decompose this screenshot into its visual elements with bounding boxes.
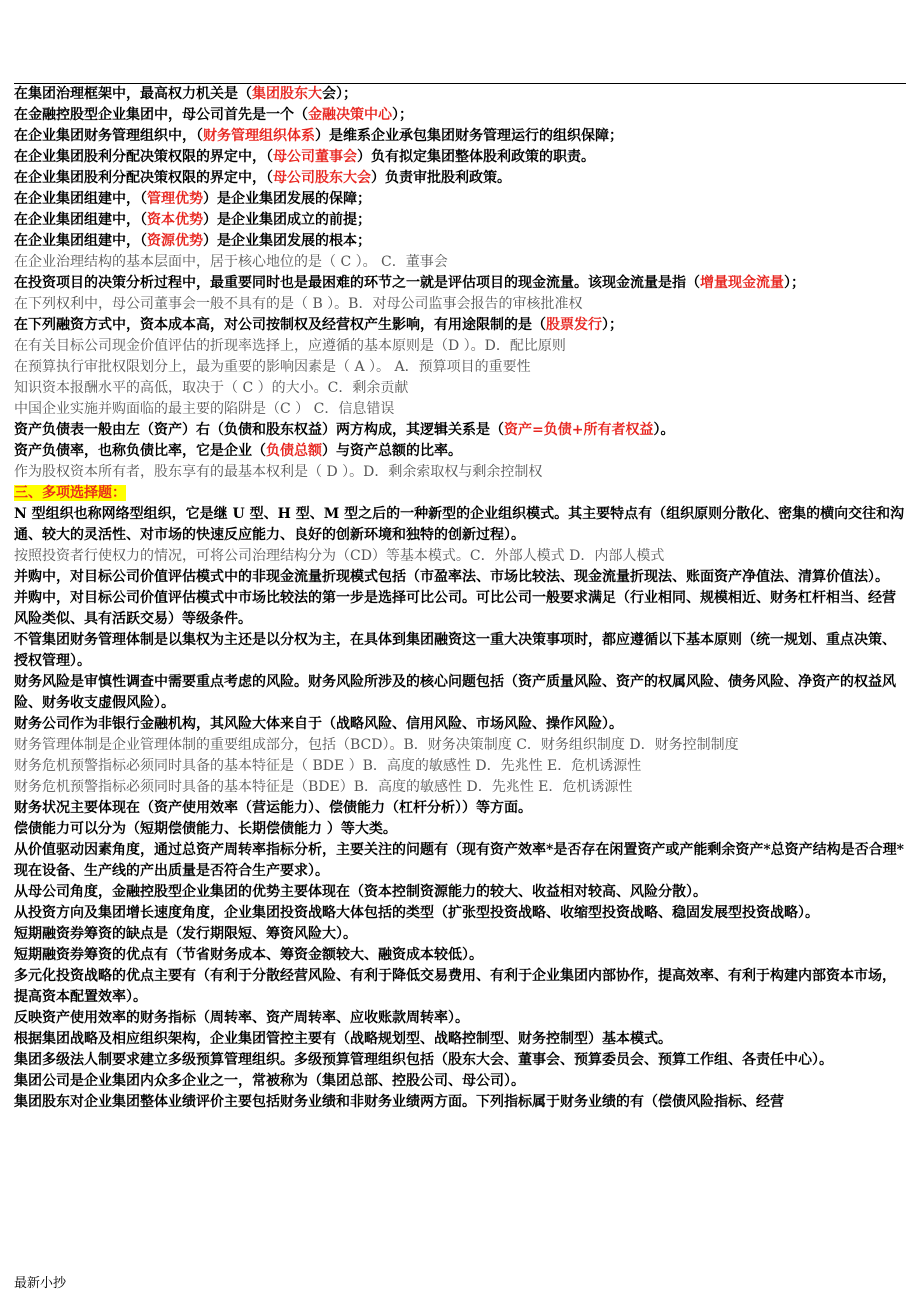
answer-highlight: 母公司股东大会 [273, 170, 371, 186]
text-segment: 并购中，对目标公司价值评估模式中市场比较法的第一步是选择可比公司。可比公司一般要求满足（行业相同、规模相近、财务杠杆相当、经营风险类似、具有活跃交易）等级条件。 [14, 590, 896, 627]
text-line [14, 1071, 906, 1092]
text-segment: ）； [602, 317, 623, 333]
text-segment: ）是企业集团发展的根本； [203, 233, 371, 249]
document-body [14, 84, 906, 1113]
answer-highlight: 金融决策中心 [308, 107, 392, 123]
text-line [14, 1008, 906, 1029]
text-segment: 财务危机预警指标必须同时具备的基本特征是（ BDE ）B．高度的敏感性 D．先兆性 E．危机诱源性 [14, 758, 642, 774]
text-line [14, 672, 906, 714]
text-line [14, 441, 906, 462]
text-segment: 根据集团战略及相应组织架构，企业集团管控主要有（战略规划型、战略控制型、财务控制型）基本模式。 [14, 1031, 672, 1047]
answer-highlight: 负债总额 [266, 443, 322, 459]
text-segment: 集团公司是企业集团内众多企业之一，常被称为（集团总部、控股公司、母公司）。 [14, 1073, 525, 1089]
text-segment: 知识资本报酬水平的高低，取决于（ C ）的大小。C．剩余贡献 [14, 380, 409, 396]
answer-highlight: 母公司董事会 [273, 149, 357, 165]
answer-highlight: 资产=负债+所有者权益 [504, 422, 654, 438]
section-heading: 三、多项选择题： [14, 485, 126, 501]
text-segment: 会）； [322, 86, 357, 102]
text-line [14, 924, 906, 945]
text-line [14, 1050, 906, 1071]
text-segment: 集团股东对企业集团整体业绩评价主要包括财务业绩和非财务业绩两方面。下列指标属于财务业绩的有（偿债风险指标、经营 [14, 1094, 784, 1110]
text-segment: 在企业集团组建中，（ [14, 191, 147, 207]
text-line [14, 567, 906, 588]
text-line [14, 588, 906, 630]
text-segment: 财务风险是审慎性调查中需要重点考虑的风险。财务风险所涉及的核心问题包括（资产质量风险、资产的权属风险、债务风险、净资产的权益风险、财务收支虚假风险）。 [14, 674, 896, 711]
text-segment: 在投资项目的决策分析过程中，最重要同时也是最困难的环节之一就是评估项目的现金流量。该现金流量是指（ [14, 275, 700, 291]
answer-highlight: 资本优势 [147, 212, 203, 228]
text-line [14, 756, 906, 777]
text-line [14, 714, 906, 735]
text-line [14, 777, 906, 798]
text-segment: ）； [392, 107, 413, 123]
text-line [14, 357, 906, 378]
text-segment: ）； [784, 275, 805, 291]
text-line [14, 462, 906, 483]
text-segment: 作为股权资本所有者，股东享有的最基本权利是（ D ）。D．剩余索取权与剩余控制权 [14, 464, 543, 480]
text-segment: 中国企业实施并购面临的最主要的陷阱是（C ） C．信息错误 [14, 401, 395, 417]
text-line [14, 882, 906, 903]
text-segment: 从投资方向及集团增长速度角度，企业集团投资战略大体包括的类型（扩张型投资战略、收缩型投资战略、稳固发展型投资战略）。 [14, 905, 819, 921]
answer-highlight: 管理优势 [147, 191, 203, 207]
answer-highlight: 增量现金流量 [700, 275, 784, 291]
text-segment: 在下列融资方式中，资本成本高，对公司按制权及经营权产生影响，有用途限制的是（ [14, 317, 546, 333]
text-segment: 在预算执行审批权限划分上，最为重要的影响因素是（ A ）。 A．预算项目的重要性 [14, 359, 531, 375]
text-segment: 财务管理体制是企业管理体制的重要组成部分，包括（BCD）。B．财务决策制度 C．财务组织制度 D．财务控制制度 [14, 737, 739, 753]
text-line [14, 399, 906, 420]
text-segment: 集团多级法人制要求建立多级预算管理组织。多级预算管理组织包括（股东大会、董事会、预算委员会、预算工作组、各责任中心）。 [14, 1052, 833, 1068]
text-segment: ）与资产总额的比率。 [322, 443, 462, 459]
text-segment: ）是企业集团成立的前提； [203, 212, 371, 228]
text-line [14, 210, 906, 231]
text-line [14, 252, 906, 273]
text-line [14, 315, 906, 336]
text-line [14, 798, 906, 819]
text-line [14, 189, 906, 210]
text-segment: ）是维系企业承包集团财务管理运行的组织保障； [315, 128, 623, 144]
text-line [14, 126, 906, 147]
answer-highlight: 股票发行 [546, 317, 602, 333]
text-segment: N 型组织也称网络型组织，它是继 U 型、H 型、M 型之后的一种新型的企业组织模式。其主要特点有（组织原则分散化、密集的横向交往和沟通、较大的灵活性、对市场的快速反应能力、良好的创新环境和独特的创新过程）。 [14, 506, 905, 543]
text-segment: 短期融资券筹资的缺点是（发行期限短、筹资风险大）。 [14, 926, 357, 942]
answer-highlight: 集团股东大 [252, 86, 322, 102]
text-line [14, 147, 906, 168]
text-segment: 偿债能力可以分为（短期偿债能力、长期偿债能力 ）等大类。 [14, 821, 397, 837]
text-segment: 在企业集团组建中，（ [14, 233, 147, 249]
text-segment: 在有关目标公司现金价值评估的折现率选择上，应遵循的基本原则是（D ）。D．配比原则 [14, 338, 566, 354]
text-line [14, 420, 906, 441]
text-line [14, 735, 906, 756]
text-segment: 从母公司角度，金融控股型企业集团的优势主要体现在（资本控制资源能力的较大、收益相对较高、风险分散）。 [14, 884, 707, 900]
text-segment: 在集团治理框架中，最高权力机关是（ [14, 86, 252, 102]
text-segment: ）负有拟定集团整体股利政策的职责。 [357, 149, 595, 165]
text-segment: 在企业集团股利分配决策权限的界定中，（ [14, 149, 273, 165]
text-line [14, 378, 906, 399]
text-line [14, 840, 906, 882]
text-segment: 财务状况主要体现在（资产使用效率（营运能力）、偿债能力（杠杆分析））等方面。 [14, 800, 532, 816]
page-footer: 最新小抄 [14, 1276, 67, 1291]
text-segment: 短期融资券筹资的优点有（节省财务成本、筹资金额较大、融资成本较低）。 [14, 947, 483, 963]
text-segment: 不管集团财务管理体制是以集权为主还是以分权为主，在具体到集团融资这一重大决策事项时，都应遵循以下基本原则（统一规划、重点决策、授权管理）。 [14, 632, 896, 669]
text-line [14, 819, 906, 840]
text-segment: ）负责审批股利政策。 [371, 170, 511, 186]
answer-highlight: 财务管理组织体系 [203, 128, 315, 144]
text-segment: 在企业集团组建中，（ [14, 212, 147, 228]
text-segment: 多元化投资战略的优点主要有（有利于分散经营风险、有利于降低交易费用、有利于企业集团内部协作，提高效率、有利于构建内部资本市场，提高资本配置效率）。 [14, 968, 896, 1005]
text-line [14, 294, 906, 315]
text-line [14, 966, 906, 1008]
text-line [14, 336, 906, 357]
text-segment: 资产负债率，也称负债比率，它是企业（ [14, 443, 266, 459]
text-segment: 从价值驱动因素角度，通过总资产周转率指标分析，主要关注的问题有（现有资产效率*是否存在闲置资产或产能剩余资产*总资产结构是否合理*现在设备、生产线的产出质量是否符合生产要求）。 [14, 842, 904, 879]
text-segment: ）。 [653, 422, 675, 438]
answer-highlight: 资源优势 [147, 233, 203, 249]
text-line [14, 231, 906, 252]
text-segment: 按照投资者行使权力的情况，可将公司治理结构分为（CD）等基本模式。C．外部人模式 D．内部人模式 [14, 548, 665, 564]
text-segment: 并购中，对目标公司价值评估模式中的非现金流量折现模式包括（市盈率法、市场比较法、现金流量折现法、账面资产净值法、清算价值法）。 [14, 569, 889, 585]
text-line [14, 504, 906, 546]
text-segment: ）是企业集团发展的保障； [203, 191, 371, 207]
text-segment: 在企业集团财务管理组织中，（ [14, 128, 203, 144]
text-segment: 在下列权利中，母公司董事会一般不具有的是（ B ）。B．对母公司监事会报告的审核批准权 [14, 296, 583, 312]
text-segment: 在企业集团股利分配决策权限的界定中，（ [14, 170, 273, 186]
text-line [14, 945, 906, 966]
text-line [14, 630, 906, 672]
text-segment: 资产负债表一般由左（资产）右（负债和股东权益）两方构成，其逻辑关系是（ [14, 422, 504, 438]
text-segment: 在金融控股型企业集团中，母公司首先是一个（ [14, 107, 308, 123]
text-line [14, 483, 906, 504]
text-line [14, 84, 906, 105]
text-line [14, 903, 906, 924]
text-segment: 反映资产使用效率的财务指标（周转率、资产周转率、应收账款周转率）。 [14, 1010, 469, 1026]
text-line [14, 1092, 906, 1113]
text-line [14, 105, 906, 126]
text-line [14, 273, 906, 294]
text-segment: 财务危机预警指标必须同时具备的基本特征是（BDE）B．高度的敏感性 D．先兆性 E．危机诱源性 [14, 779, 633, 795]
text-segment: 财务公司作为非银行金融机构，其风险大体来自于（战略风险、信用风险、市场风险、操作风险）。 [14, 716, 623, 732]
text-line [14, 168, 906, 189]
text-line [14, 1029, 906, 1050]
text-line [14, 546, 906, 567]
text-segment: 在企业治理结构的基本层面中，居于核心地位的是（ C ）。 C．董事会 [14, 254, 448, 270]
